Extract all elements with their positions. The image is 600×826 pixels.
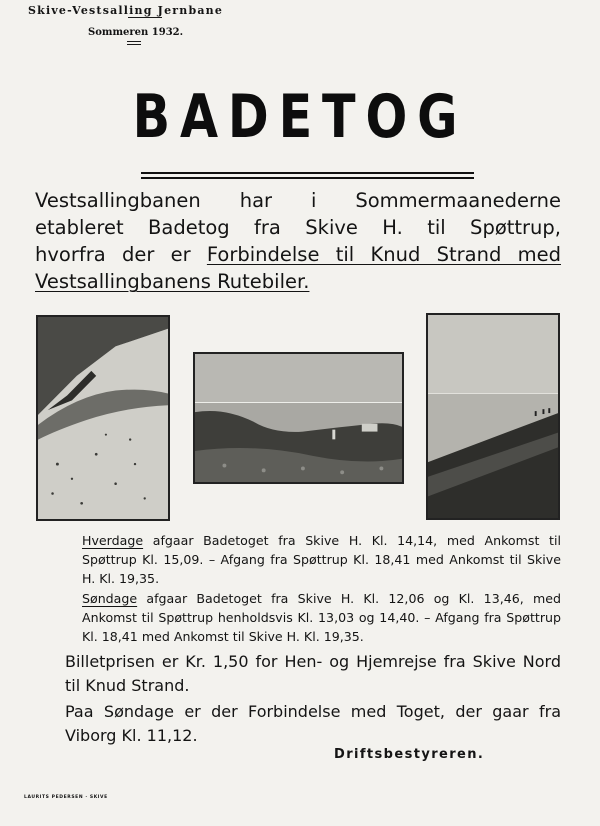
sunday-label: Søndage <box>82 591 138 606</box>
sunday-text: afgaar Badetoget fra Skive H. Kl. 12,06 og Kl. 13,46, med Ankomst til Spøttrup henholdsvis Kl. 13,03 og 14,40. – Afgang fra Spøttrup Kl. 18,41 med Ankomst til Skive H. Kl. 19,35. <box>82 591 561 644</box>
season-rule-2 <box>127 44 141 45</box>
connection-link-text: Forbindelse til Knud Strand med <box>206 243 561 266</box>
intro-line-3 <box>35 241 561 268</box>
intro-line-4 <box>35 268 561 295</box>
photo-beach <box>426 313 560 520</box>
printer-credit: LAURITS PEDERSEN · SKIVE <box>24 795 108 800</box>
intro-line-1: Vestsallingbanen har i Sommermaanederne <box>35 189 561 212</box>
rutebiler-text: Vestsallingbanens Rutebiler. <box>35 270 310 293</box>
weekday-text: afgaar Badetoget fra Skive H. Kl. 14,14, med Ankomst til Spøttrup Kl. 15,09. – Afgang fra Spøttrup Kl. 18,41 med Ankomst til Skive H. Kl. 19,35. <box>82 533 561 586</box>
photo-dune-slope <box>36 315 170 521</box>
title-rule-top <box>141 172 474 174</box>
intro-line-2: etableret Badetog fra Skive H. til Spøttrup, <box>35 216 561 239</box>
signature: Driftsbestyreren. <box>334 747 485 762</box>
sunday-schedule <box>35 589 561 646</box>
price-text: Billetprisen er Kr. 1,50 for Hen- og Hjemrejse fra Skive Nord til Knud Strand. <box>65 652 561 695</box>
sunday-connection-paragraph <box>35 700 561 748</box>
weekday-label: Hverdage <box>82 533 144 548</box>
intro-paragraph <box>35 187 561 295</box>
season-label: Sommeren 1932. <box>88 27 184 38</box>
weekday-schedule <box>35 531 561 588</box>
intro-line-3-start: hvorfra der er <box>35 243 207 266</box>
railway-underline <box>128 17 162 18</box>
price-paragraph <box>35 650 561 698</box>
season-rule-1 <box>127 41 141 42</box>
sunday-connection-text: Paa Søndage er der Forbindelse med Toget, der gaar fra Viborg Kl. 11,12. <box>65 702 561 745</box>
poster-title: BADETOG <box>132 82 468 152</box>
photo-sea-view <box>193 352 404 484</box>
title-rule-bottom <box>141 177 474 179</box>
railway-name: Skive-Vestsalling Jernbane <box>28 4 224 17</box>
